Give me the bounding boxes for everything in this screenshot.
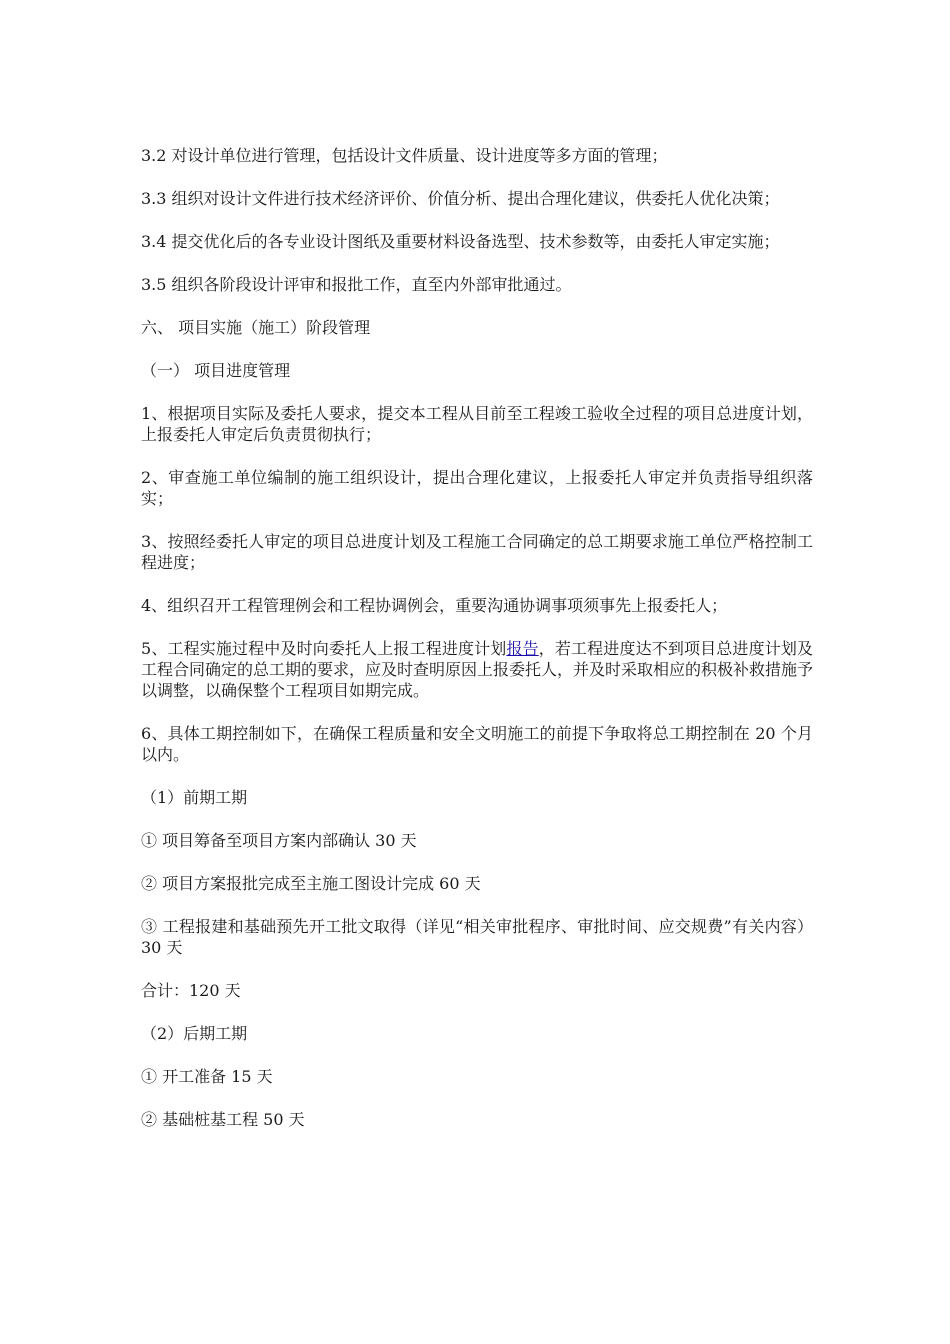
paragraph-3-5: 3.5 组织各阶段设计评审和报批工作，直至内外部审批通过。: [141, 275, 572, 294]
paragraph-3-2: 3.2 对设计单位进行管理，包括设计文件质量、设计进度等多方面的管理；: [141, 146, 668, 165]
section-heading-6: 六、 项目实施（施工）阶段管理: [141, 318, 371, 337]
paragraph-item-5-text-before: 5、工程实施过程中及时向委托人上报工程进度计划: [141, 639, 507, 658]
paragraph-item-1: 1、根据项目实际及委托人要求，提交本工程从目前至工程竣工验收全过程的项目总进度计划，上报委托人审定后负责贯彻执行；: [141, 404, 813, 444]
late-period-item-1: ① 开工准备 15 天: [141, 1067, 273, 1086]
paragraph-3-3: 3.3 组织对设计文件进行技术经济评价、价值分析、提出合理化建议，供委托人优化决策；: [141, 189, 780, 208]
paragraph-3-4: 3.4 提交优化后的各专业设计图纸及重要材料设备选型、技术参数等，由委托人审定实施；: [141, 232, 780, 251]
paragraph-item-5: [141, 638, 813, 701]
early-period-heading: （1）前期工期: [141, 788, 248, 807]
early-period-total: 合计：120 天: [141, 981, 241, 1000]
document-page: [141, 145, 813, 1152]
subsection-heading-progress: （一） 项目进度管理: [141, 361, 291, 380]
paragraph-item-2: 2、审查施工单位编制的施工组织设计，提出合理化建议，上报委托人审定并负责指导组织落实；: [141, 468, 813, 508]
paragraph-item-5-text-after: ，若工程进度达不到项目总进度计划及工程合同确定的总工期的要求，应及时查明原因上报委托人，并及时采取相应的积极补救措施予以调整，以确保整个工程项目如期完成。: [141, 639, 814, 700]
report-link[interactable]: 报告: [506, 639, 539, 658]
late-period-heading: （2）后期工期: [141, 1024, 248, 1043]
early-period-item-1: ① 项目筹备至项目方案内部确认 30 天: [141, 831, 417, 850]
early-period-item-2: ② 项目方案报批完成至主施工图设计完成 60 天: [141, 874, 481, 893]
paragraph-item-6: 6、具体工期控制如下，在确保工程质量和安全文明施工的前提下争取将总工期控制在 20 个月以内。: [141, 724, 813, 764]
late-period-item-2: ② 基础桩基工程 50 天: [141, 1110, 305, 1129]
early-period-item-3: ③ 工程报建和基础预先开工批文取得（详见“相关审批程序、审批时间、应交规费”有关内容） 30 天: [141, 917, 813, 957]
paragraph-item-3: 3、按照经委托人审定的项目总进度计划及工程施工合同确定的总工期要求施工单位严格控制工程进度；: [141, 532, 813, 572]
paragraph-item-4: 4、组织召开工程管理例会和工程协调例会，重要沟通协调事项须事先上报委托人；: [141, 596, 728, 615]
